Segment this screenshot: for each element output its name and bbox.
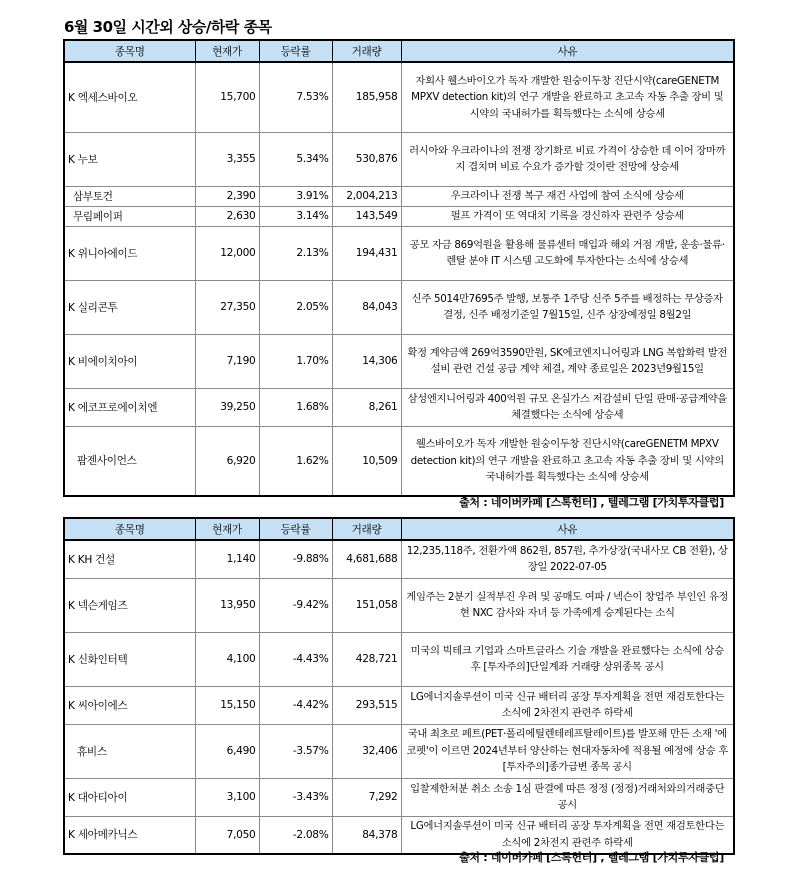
stock-name: K 실리콘투 (64, 280, 195, 334)
stock-volume: 7,292 (332, 778, 401, 816)
stock-name: 휴비스 (64, 724, 195, 778)
stock-volume: 8,261 (332, 388, 401, 426)
stock-volume: 32,406 (332, 724, 401, 778)
stock-reason: 게임주는 2분기 실적부진 우려 및 공매도 여파 / 넥슨이 창업주 부인인 유정현 NXC 감사와 자녀 등 가족에게 승계된다는 소식 (401, 578, 734, 632)
table-row (64, 724, 734, 778)
stock-change: 2.05% (259, 280, 332, 334)
stock-price: 2,390 (195, 186, 259, 206)
stock-change: 1.62% (259, 426, 332, 496)
stock-price: 3,100 (195, 778, 259, 816)
stock-price: 15,700 (195, 62, 259, 132)
table-row (64, 62, 734, 132)
header-reason: 사유 (401, 518, 734, 540)
rising-stocks-table (63, 39, 735, 497)
stock-volume: 530,876 (332, 132, 401, 186)
stock-change: -9.88% (259, 540, 332, 578)
stock-name: 삼부토건 (64, 186, 195, 206)
stock-price: 13,950 (195, 578, 259, 632)
stock-change: -3.43% (259, 778, 332, 816)
stock-name: 무림페이퍼 (64, 206, 195, 226)
stock-volume: 4,681,688 (332, 540, 401, 578)
stock-price: 1,140 (195, 540, 259, 578)
stock-volume: 428,721 (332, 632, 401, 686)
stock-change: 7.53% (259, 62, 332, 132)
stock-reason: 신주 5014만7695주 발행, 보통주 1주당 신주 5주를 배정하는 무상증자 결정, 신주 배정기준일 7월15일, 신주 상장예정일 8월2일 (401, 280, 734, 334)
stock-name: 팜젠사이언스 (64, 426, 195, 496)
table-row (64, 778, 734, 816)
stock-reason: 국내 최초로 페트(PET·폴리에틸렌테레프탈레이트)를 발포해 만든 소재 '에코펫'이 이르면 2024년부터 양산하는 현대자동차에 적용될 예정에 상승 후 [투자주의]종가급변 종목 공시 (401, 724, 734, 778)
table-row (64, 334, 734, 388)
stock-price: 39,250 (195, 388, 259, 426)
stock-name: K 비에이치아이 (64, 334, 195, 388)
stock-price: 7,050 (195, 816, 259, 854)
stock-price: 6,490 (195, 724, 259, 778)
stock-change: -3.57% (259, 724, 332, 778)
stock-change: 1.70% (259, 334, 332, 388)
stock-reason: 웰스바이오가 독자 개발한 원숭이두창 진단시약(careGENETM MPXV detection kit)의 연구 개발을 완료하고 초고속 자동 추출 장비 및 시약의 국내허가를 획득했다는 소식에 상승세 (401, 426, 734, 496)
table-row (64, 186, 734, 206)
stock-reason: 12,235,118주, 전환가액 862원, 857원, 추가상장(국내사모 CB 전환), 상장일 2022-07-05 (401, 540, 734, 578)
source-credit: 출처 : 네이버카페 [스톡헌터] , 텔레그램 [가치투자클럽] (459, 851, 724, 864)
stock-reason: 확정 계약금액 269억3590만원, SK에코엔지니어링과 LNG 복합화력 발전설비 관련 건설 공급 계약 체결, 계약 종료일은 2023년9월15일 (401, 334, 734, 388)
stock-reason: LG에너지솔루션이 미국 신규 배터리 공장 투자계획을 전면 재검토한다는 소식에 2차전지 관련주 하락세 (401, 686, 734, 724)
stock-volume: 14,306 (332, 334, 401, 388)
stock-reason: 자회사 웰스바이오가 독자 개발한 원숭이두창 진단시약(careGENETM MPXV detection kit)의 연구 개발을 완료하고 초고속 자동 추출 장비 및 시약의 국내허가를 획득했다는 소식에 상승세 (401, 62, 734, 132)
stock-reason: 미국의 빅테크 기업과 스마트글라스 기술 개발을 완료했다는 소식에 상승 후 [투자주의]단일계좌 거래량 상위종목 공시 (401, 632, 734, 686)
stock-reason: 펄프 가격이 또 역대치 기록을 경신하자 관련주 상승세 (401, 206, 734, 226)
page-title: 6월 30일 시간외 상승/하락 종목 (64, 18, 272, 36)
stock-price: 27,350 (195, 280, 259, 334)
stock-volume: 185,958 (332, 62, 401, 132)
table-row (64, 540, 734, 578)
stock-change: -4.43% (259, 632, 332, 686)
stock-change: -4.42% (259, 686, 332, 724)
stock-change: 3.91% (259, 186, 332, 206)
stock-price: 6,920 (195, 426, 259, 496)
stock-price: 15,150 (195, 686, 259, 724)
stock-volume: 10,509 (332, 426, 401, 496)
stock-reason: 삼성엔지니어링과 400억원 규모 온실가스 저감설비 단일 판매·공급계약을 체결했다는 소식에 상승세 (401, 388, 734, 426)
stock-reason: 우크라이나 전쟁 복구 재건 사업에 참여 소식에 상승세 (401, 186, 734, 206)
stock-price: 2,630 (195, 206, 259, 226)
stock-price: 12,000 (195, 226, 259, 280)
stock-volume: 194,431 (332, 226, 401, 280)
stock-name: K 세아메카닉스 (64, 816, 195, 854)
stock-volume: 84,378 (332, 816, 401, 854)
stock-change: -2.08% (259, 816, 332, 854)
stock-volume: 2,004,213 (332, 186, 401, 206)
stock-name: K 엑세스바이오 (64, 62, 195, 132)
stock-price: 7,190 (195, 334, 259, 388)
source-credit: 출처 : 네이버카페 [스톡헌터] , 텔레그램 [가치투자클럽] (459, 496, 724, 509)
stock-reason: 입찰제한처분 취소 소송 1심 판결에 따른 정정 (정정)거래처와의거래중단 공시 (401, 778, 734, 816)
stock-name: K 누보 (64, 132, 195, 186)
stock-name: K 넥슨게임즈 (64, 578, 195, 632)
header-volume: 거래량 (332, 518, 401, 540)
table-row (64, 226, 734, 280)
stock-name: K 에코프로에이치엔 (64, 388, 195, 426)
stock-volume: 143,549 (332, 206, 401, 226)
header-change: 등락률 (259, 518, 332, 540)
table-row (64, 280, 734, 334)
table-row (64, 686, 734, 724)
stock-name: K 신화인터텍 (64, 632, 195, 686)
header-price: 현재가 (195, 518, 259, 540)
stock-volume: 84,043 (332, 280, 401, 334)
header-name: 종목명 (64, 40, 195, 62)
stock-name: K 대아티아이 (64, 778, 195, 816)
header-volume: 거래량 (332, 40, 401, 62)
stock-name: K 씨아이에스 (64, 686, 195, 724)
stock-name: K 위니아에이드 (64, 226, 195, 280)
stock-reason: 공모 자금 869억원을 활용해 물류센터 매입과 해외 거점 개발, 운송·물류·렌탈 분야 IT 시스템 고도화에 투자한다는 소식에 상승세 (401, 226, 734, 280)
stock-price: 4,100 (195, 632, 259, 686)
stock-change: 2.13% (259, 226, 332, 280)
table-row (64, 132, 734, 186)
stock-volume: 293,515 (332, 686, 401, 724)
stock-price: 3,355 (195, 132, 259, 186)
header-change: 등락률 (259, 40, 332, 62)
header-reason: 사유 (401, 40, 734, 62)
stock-name: K KH 건설 (64, 540, 195, 578)
falling-stocks-table (63, 517, 735, 855)
table-row (64, 426, 734, 496)
stock-reason: LG에너지솔루션이 미국 신규 배터리 공장 투자계획을 전면 재검토한다는 소식에 2차전지 관련주 하락세 (401, 816, 734, 854)
stock-change: 3.14% (259, 206, 332, 226)
table-row (64, 632, 734, 686)
header-row (64, 40, 734, 62)
table-row (64, 388, 734, 426)
stock-reason: 러시아와 우크라이나의 전쟁 장기화로 비료 가격이 상승한 데 이어 장마까지 겹치며 비료 수요가 증가할 것이란 전망에 상승세 (401, 132, 734, 186)
header-name: 종목명 (64, 518, 195, 540)
stock-change: 1.68% (259, 388, 332, 426)
stock-volume: 151,058 (332, 578, 401, 632)
header-price: 현재가 (195, 40, 259, 62)
stock-change: -9.42% (259, 578, 332, 632)
table-row (64, 578, 734, 632)
stock-change: 5.34% (259, 132, 332, 186)
table-row (64, 206, 734, 226)
header-row (64, 518, 734, 540)
